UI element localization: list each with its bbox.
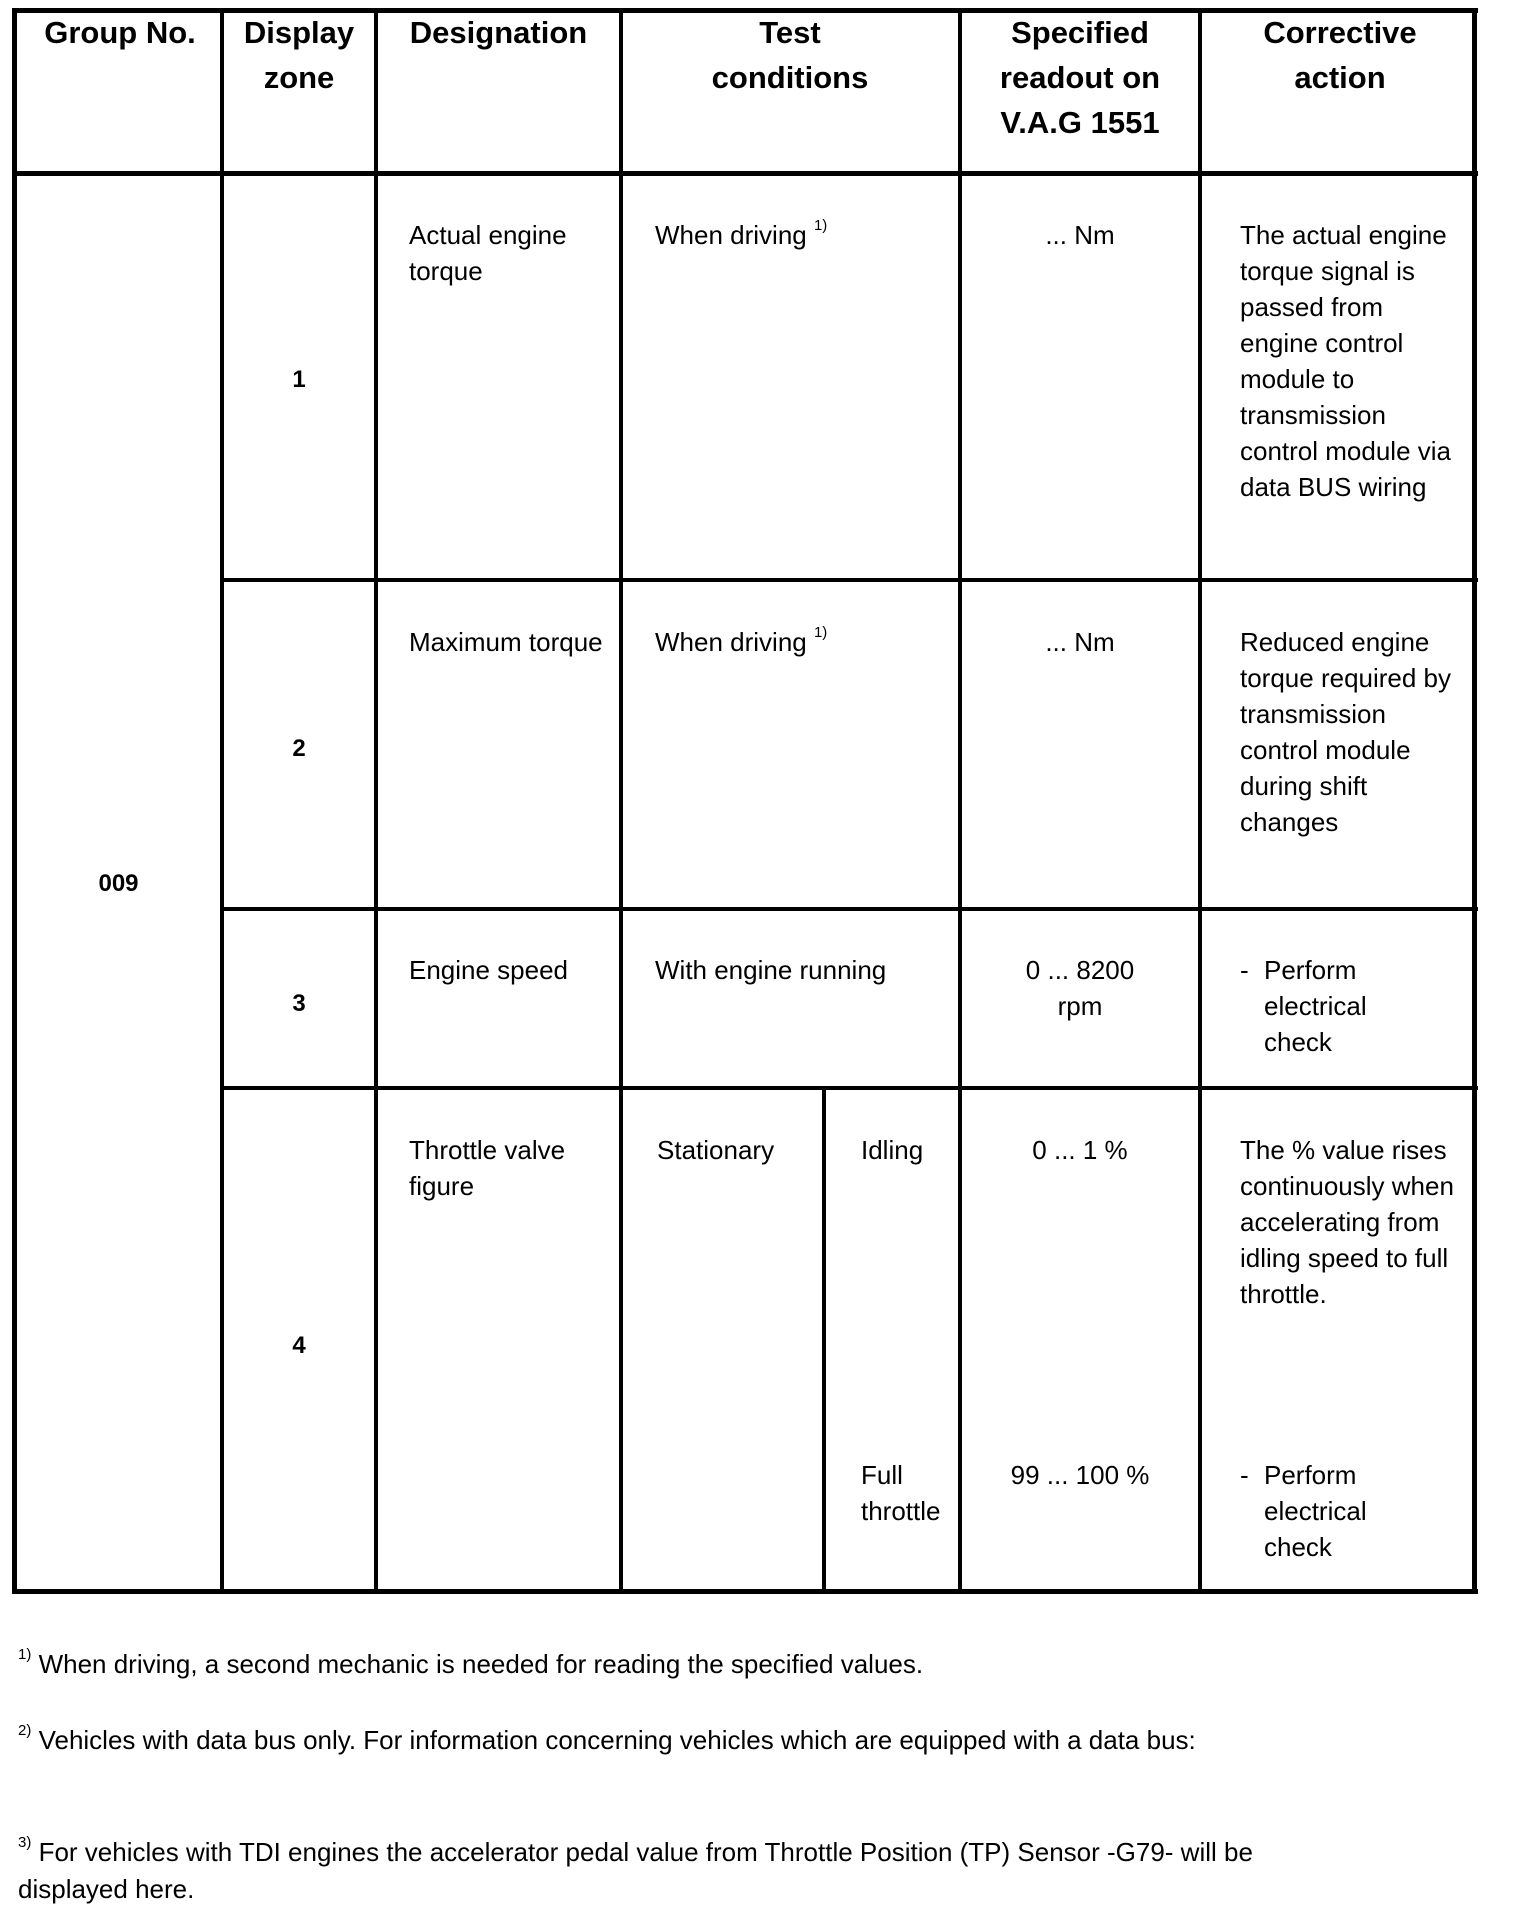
display-zone: 4 (292, 1332, 306, 1359)
header-divider (14, 171, 1478, 176)
bullet-dash: - (1240, 1460, 1249, 1490)
footnote-text: For vehicles with TDI engines the accelerator pedal value from Throttle Position (TP) Sensor -G79- will be displayed here. (18, 1837, 1253, 1904)
footnote (18, 1834, 1288, 1908)
footnote-marker: 2) (18, 1722, 32, 1740)
footnote (18, 1646, 1338, 1683)
row-divider (220, 578, 1478, 582)
corrective-action-text: Perform electrical check (1264, 955, 1367, 1057)
specified-readout: 0 ... 1 % (1032, 1135, 1128, 1165)
row-divider (220, 1086, 1478, 1090)
specified-readout: 99 ... 100 % (1010, 1460, 1150, 1490)
designation: Throttle valve figure (409, 1135, 566, 1201)
specified-readout: 0 ... 8200 rpm (1025, 955, 1135, 1021)
footnote-ref: 1) (813, 624, 828, 642)
table-border-left (12, 8, 17, 1594)
footnote-text: Vehicles with data bus only. For information concerning vehicles which are equipped with a data bus: (38, 1725, 1196, 1755)
header-group-no: Group No. (44, 15, 196, 50)
table-border-right (1472, 8, 1477, 1594)
col-divider (1198, 8, 1202, 1594)
header-corrective-action: Corrective action (1263, 15, 1417, 95)
test-condition (655, 624, 955, 660)
display-zone: 2 (292, 735, 306, 762)
header-designation: Designation (409, 15, 588, 50)
footnote (18, 1722, 1318, 1759)
corrective-action (1240, 952, 1462, 1060)
header-display-zone: Display zone (243, 15, 355, 95)
sub-condition-full-throttle: Full throttle (861, 1460, 941, 1526)
display-zone: 1 (292, 366, 306, 393)
footnote-marker: 1) (18, 1646, 32, 1664)
bullet-dash: - (1240, 955, 1249, 985)
designation: Engine speed (409, 955, 569, 985)
test-condition-text: When driving (655, 220, 807, 250)
test-condition: With engine running (655, 955, 887, 985)
corrective-action: The % value rises continuously when accelerating from idling speed to full throttle. (1240, 1135, 1454, 1309)
test-condition (655, 217, 955, 253)
footnote-text: When driving, a second mechanic is needed for reading the specified values. (38, 1649, 924, 1679)
test-condition-text: When driving (655, 627, 807, 657)
col-divider (619, 8, 623, 1594)
specified-readout: ... Nm (1045, 627, 1115, 657)
designation: Maximum torque (409, 627, 603, 657)
header-test-conditions: Test conditions (711, 15, 869, 95)
col-divider (374, 8, 378, 1594)
corrective-action-text: Perform electrical check (1264, 1460, 1367, 1562)
group-number: 009 (98, 870, 139, 897)
header-specified-readout: Specified readout on V.A.G 1551 (999, 15, 1161, 140)
designation: Actual engine torque (409, 220, 567, 286)
row-divider (220, 907, 1478, 911)
subcol-divider (822, 1087, 826, 1594)
corrective-action: The actual engine torque signal is passed from engine control module to transmission control module via data BUS wiring (1240, 220, 1451, 502)
test-condition: Stationary (657, 1135, 775, 1165)
table-border-bottom (14, 1589, 1478, 1594)
footnote-marker: 3) (18, 1834, 32, 1852)
corrective-action (1240, 1457, 1462, 1565)
specified-readout: ... Nm (1045, 220, 1115, 250)
sub-condition-idling: Idling (861, 1135, 924, 1165)
corrective-action: Reduced engine torque required by transmission control module during shift changes (1240, 627, 1452, 837)
display-zone: 3 (292, 990, 306, 1017)
footnote-ref: 1) (813, 217, 828, 235)
